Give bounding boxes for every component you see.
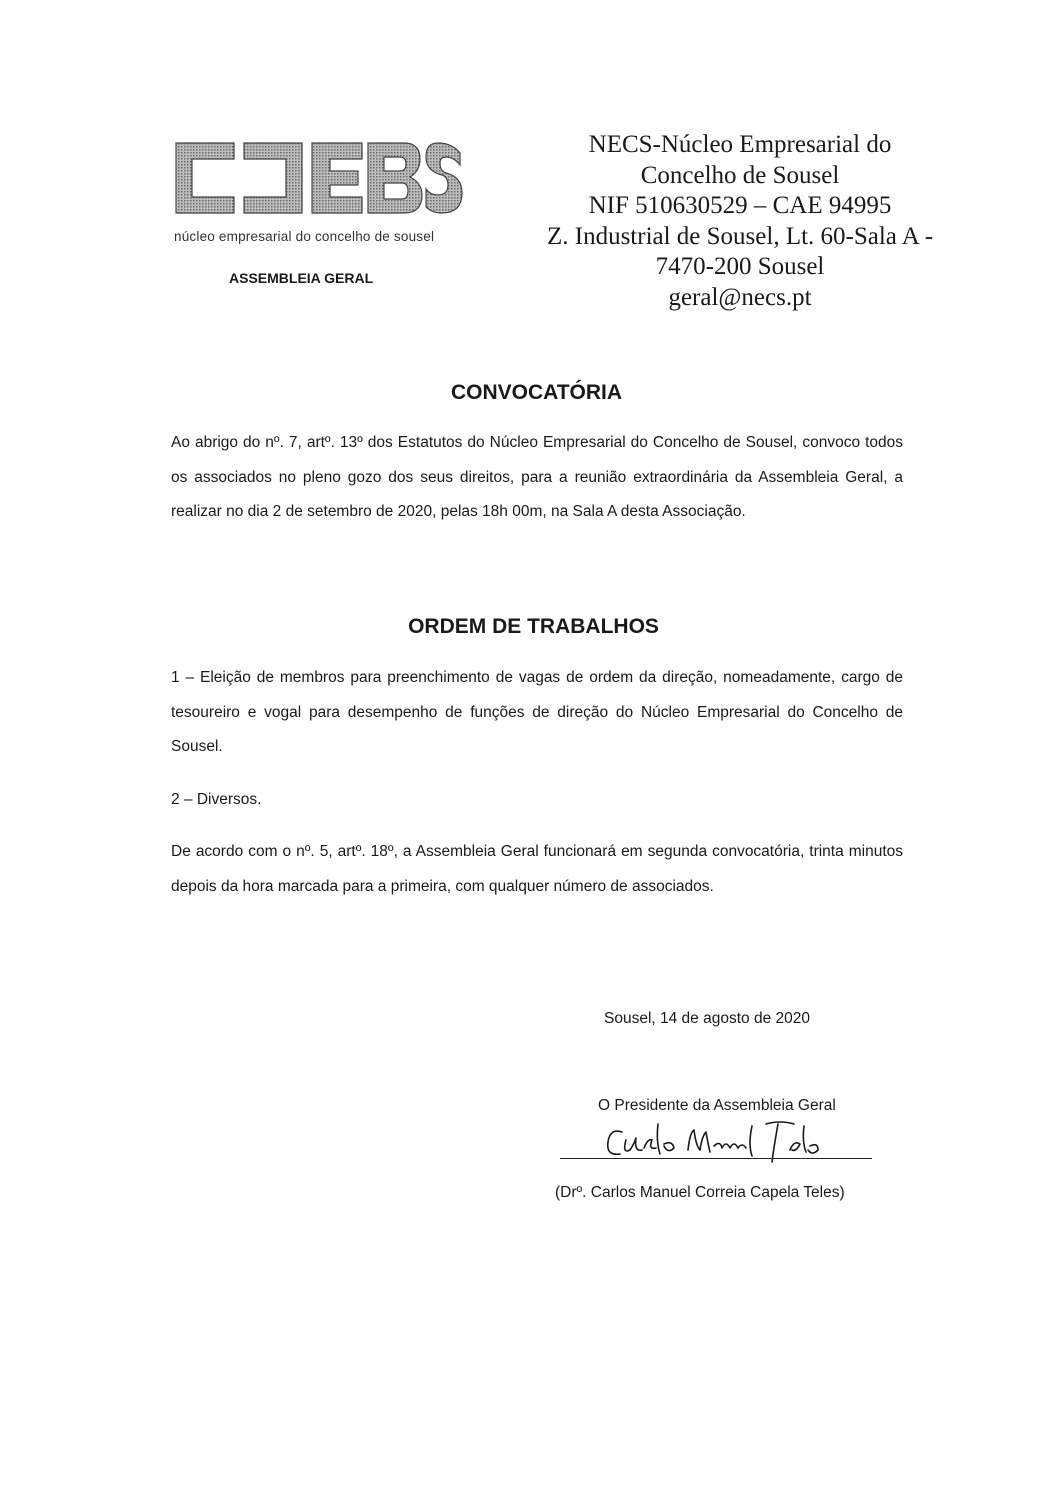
letterhead-line-postcode: 7470-200 Sousel [655,253,825,280]
signatory-name: (Drº. Carlos Manuel Correia Capela Teles) [555,1184,845,1201]
signatory-title: O Presidente da Assembleia Geral [598,1097,836,1114]
logo-tagline: núcleo empresarial do concelho de sousel [174,229,435,244]
letterhead-line-nif: NIF 510630529 – CAE 94995 [588,192,892,219]
convocatoria-title: CONVOCATÓRIA [450,381,623,404]
agenda-item-1: 1 – Eleição de membros para preenchimento de vagas de ordem da direção, nomeadamente, cargo de tesoureiro e vogal para desempenho de funções de direção do Núcleo Empresarial do Concelho de Sousel. [171,669,903,755]
second-call-note: De acordo com o nº. 5, artº. 18º, a Assembleia Geral funcionará em segunda convocatória, trinta minutos depois da hora marcada para a primeira, com qualquer número de associados. [171,843,903,895]
agenda-item-2: 2 – Diversos. [171,791,262,808]
ordem-title: ORDEM DE TRABALHOS [408,615,659,638]
date-line: Sousel, 14 de agosto de 2020 [604,1010,810,1027]
letterhead-line-address: Z. Industrial de Sousel, Lt. 60-Sala A - [546,222,934,250]
logo-mark-icon [172,137,464,229]
letterhead-line-municipality: Concelho de Sousel [640,161,840,189]
assembly-label: ASSEMBLEIA GERAL [229,270,374,286]
handwritten-signature [596,1110,836,1170]
letterhead [520,130,960,313]
convocatoria-body: Ao abrigo do nº. 7, artº. 13º dos Estatutos do Núcleo Empresarial do Concelho de Sousel, convoco todos os associados no pleno gozo dos seus direitos, para a reunião extraordinária da Assembleia Geral, a realizar no dia 2 de setembro de 2020, pelas 18h 00m, na Sala A desta Associação. [171,434,903,520]
signature-icon [596,1110,836,1170]
letterhead-line-org: NECS-Núcleo Empresarial do [588,131,892,158]
signature-line [560,1158,872,1159]
letterhead-line-email[interactable]: geral@necs.pt [668,283,812,311]
